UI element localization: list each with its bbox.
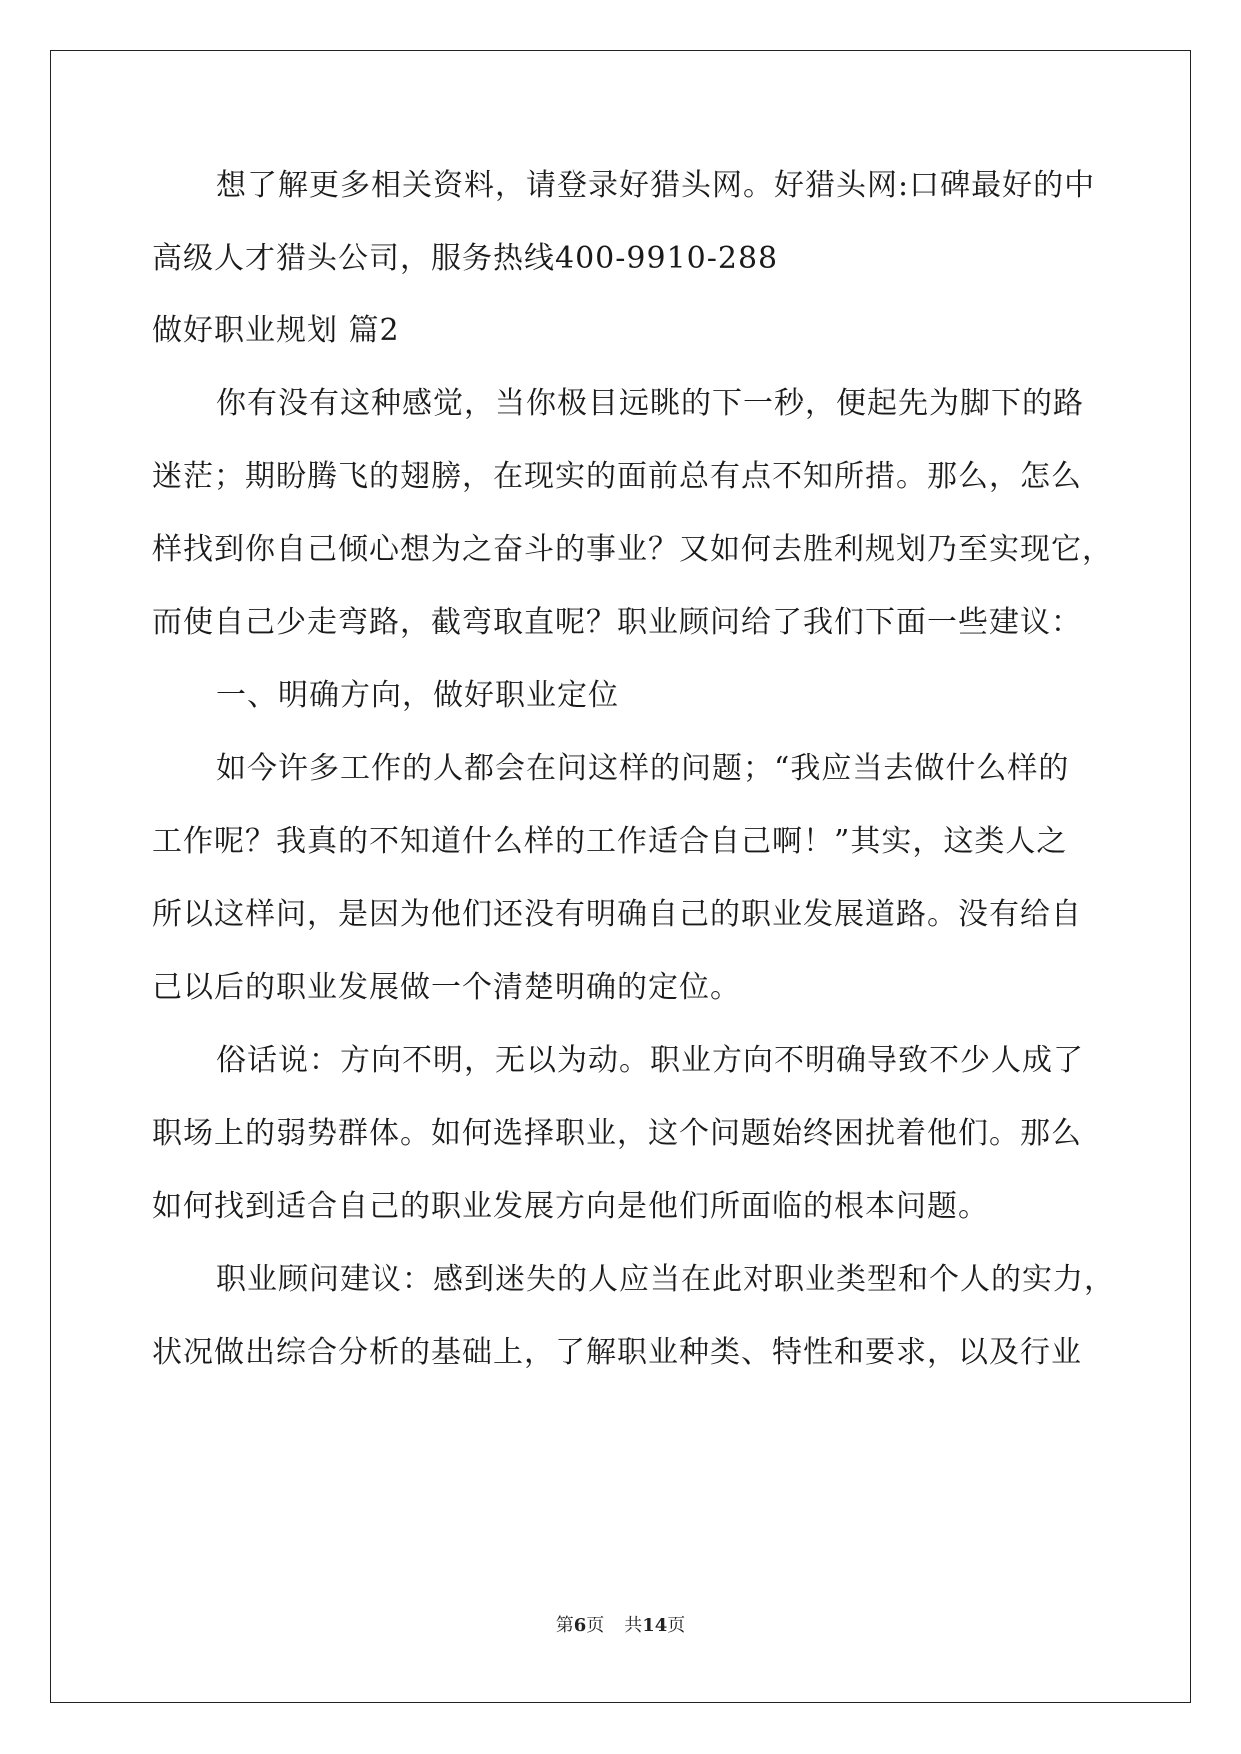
total-pages: 14 — [642, 1615, 668, 1636]
total-prefix: 共 — [624, 1615, 643, 1636]
total-suffix: 页 — [667, 1615, 686, 1636]
paragraph-2-line-1: 你有没有这种感觉，当你极目远眺的下一秒，便起先为脚下的路 — [216, 386, 1084, 421]
paragraph-5-line-2: 状况做出综合分析的基础上，了解职业种类、特性和要求，以及行业 — [152, 1335, 1082, 1370]
paragraph-4-line-3: 如何找到适合自己的职业发展方向是他们所面临的根本问题。 — [152, 1189, 989, 1224]
paragraph-3-line-4: 己以后的职业发展做一个清楚明确的定位。 — [152, 970, 741, 1005]
paragraph-1-line-1: 想了解更多相关资料，请登录好猎头网。好猎头网:口碑最好的中 — [216, 168, 1096, 203]
paragraph-2-line-4: 而使自己少走弯路，截弯取直呢？职业顾问给了我们下面一些建议： — [152, 605, 1082, 640]
paragraph-4-line-1: 俗话说：方向不明，无以为动。职业方向不明确导致不少人成了 — [216, 1043, 1084, 1078]
page-prefix: 第 — [555, 1615, 574, 1636]
paragraph-2-line-2: 迷茫；期盼腾飞的翅膀，在现实的面前总有点不知所措。那么，怎么 — [152, 459, 1082, 494]
paragraph-3-line-2: 工作呢？我真的不知道什么样的工作适合自己啊！”其实，这类人之 — [152, 824, 1068, 859]
paragraph-4-line-2: 职场上的弱势群体。如何选择职业，这个问题始终困扰着他们。那么 — [152, 1116, 1082, 1151]
paragraph-5-line-1: 职业顾问建议：感到迷失的人应当在此对职业类型和个人的实力， — [216, 1262, 1115, 1297]
page-suffix: 页 — [586, 1615, 605, 1636]
subsection-heading-1: 一、明确方向，做好职业定位 — [216, 678, 619, 713]
page-number: 6 — [573, 1615, 587, 1636]
paragraph-3-line-1: 如今许多工作的人都会在问这样的问题；“我应当去做什么样的 — [216, 751, 1070, 786]
paragraph-2-line-3: 样找到你自己倾心想为之奋斗的事业？又如何去胜利规划乃至实现它， — [152, 532, 1113, 567]
paragraph-1-line-2: 高级人才猎头公司，服务热线400-9910-288 — [152, 241, 779, 276]
page-border — [50, 50, 1191, 1703]
section-heading: 做好职业规划 篇2 — [152, 313, 400, 348]
paragraph-3-line-3: 所以这样问，是因为他们还没有明确自己的职业发展道路。没有给自 — [152, 897, 1082, 932]
page-footer — [0, 1614, 1241, 1638]
